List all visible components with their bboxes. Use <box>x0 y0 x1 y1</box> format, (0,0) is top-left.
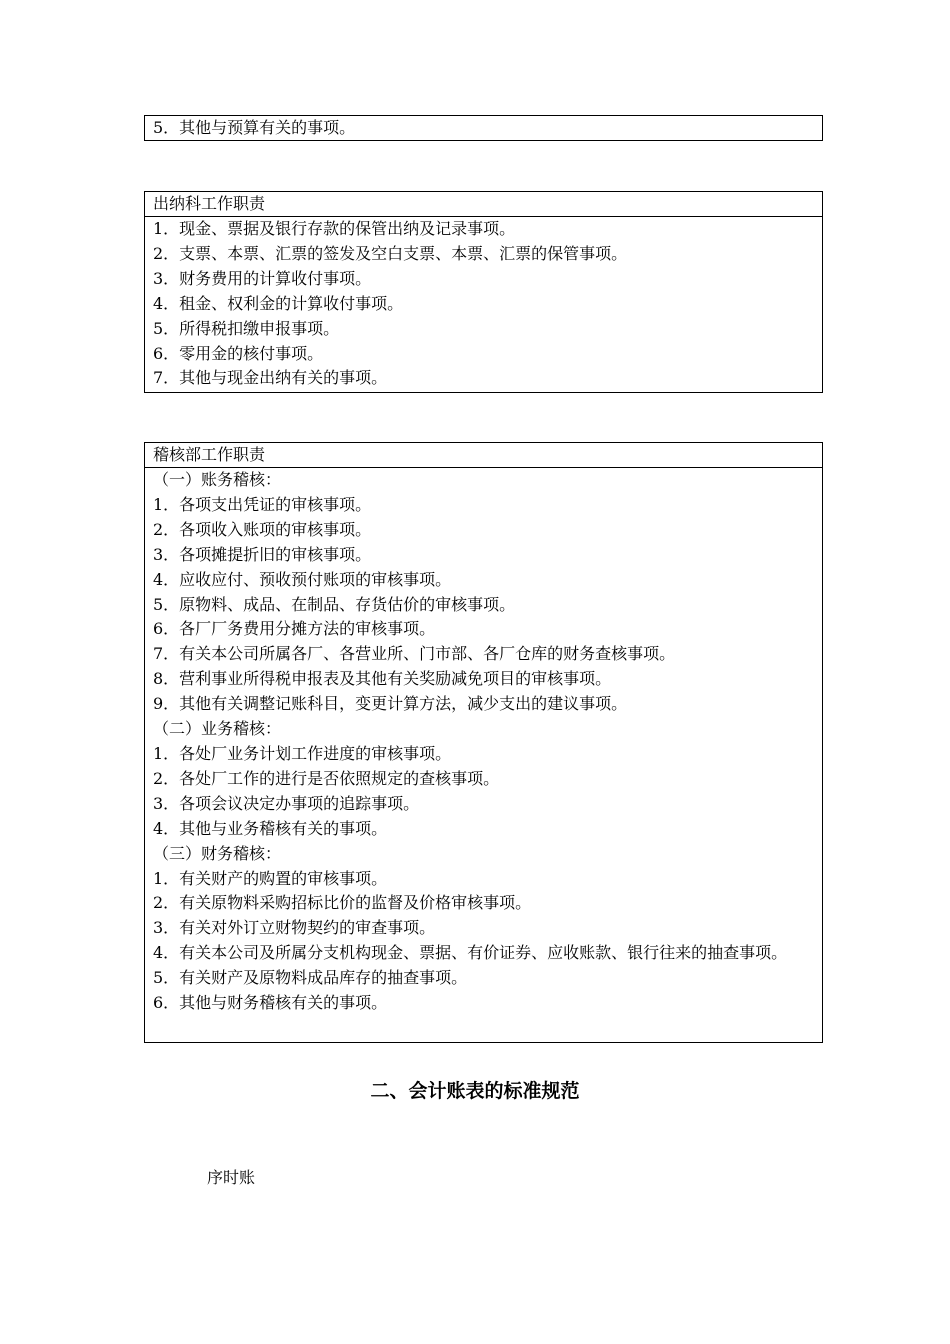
duty-item: 1．各项支出凭证的审核事项。 <box>153 494 372 514</box>
section-heading: 二、会计账表的标准规范 <box>370 1080 580 1102</box>
duty-item: 6．零用金的核付事项。 <box>153 343 324 363</box>
duty-item: 6．其他与财务稽核有关的事项。 <box>153 993 388 1013</box>
cashier-duties-box <box>144 191 823 393</box>
duty-item: 2．各项收入账项的审核事项。 <box>153 519 372 539</box>
audit-duties-box <box>144 442 823 1043</box>
duty-item: 3．各项摊提折旧的审核事项。 <box>153 544 372 564</box>
audit-section-heading: （一）账务稽核： <box>153 470 282 489</box>
subheading: 序时账 <box>207 1168 256 1187</box>
duty-item: 8．营利事业所得税申报表及其他有关奖励减免项目的审核事项。 <box>153 669 612 689</box>
duty-item: 4．有关本公司及所属分支机构现金、票据、有价证券、应收账款、银行往来的抽查事项。 <box>153 943 788 963</box>
duty-item: 4．其他与业务稽核有关的事项。 <box>153 818 388 838</box>
duty-item: 9．其他有关调整记账科目，变更计算方法，减少支出的建议事项。 <box>153 694 628 714</box>
audit-section-heading: （三）财务稽核： <box>153 843 282 863</box>
duty-item: 3．财务费用的计算收付事项。 <box>153 268 372 288</box>
duty-item: 5．有关财产及原物料成品库存的抽查事项。 <box>153 968 468 988</box>
duty-item: 1．现金、票据及银行存款的保管出纳及记录事项。 <box>153 219 516 238</box>
duty-item: 4．应收应付、预收预付账项的审核事项。 <box>153 569 452 589</box>
duty-item: 2．有关原物料采购招标比价的监督及价格审核事项。 <box>153 893 532 913</box>
audit-duties-title: 稽核部工作职责 <box>145 443 822 468</box>
duty-item: 3．各项会议决定办事项的追踪事项。 <box>153 793 420 813</box>
duty-item: 5．其他与预算有关的事项。 <box>153 118 356 137</box>
duty-item: 5．原物料、成品、在制品、存货估价的审核事项。 <box>153 594 516 614</box>
duty-item: 1．有关财产的购置的审核事项。 <box>153 868 388 888</box>
duty-item: 2．支票、本票、汇票的签发及空白支票、本票、汇票的保管事项。 <box>153 243 628 263</box>
duty-item: 2．各处厂工作的进行是否依照规定的查核事项。 <box>153 768 500 788</box>
budget-duties-box <box>144 115 823 141</box>
duty-item: 5．所得税扣缴申报事项。 <box>153 318 340 338</box>
audit-section-heading: （二）业务稽核： <box>153 719 282 739</box>
duty-item: 7．其他与现金出纳有关的事项。 <box>153 368 388 388</box>
duty-item: 4．租金、权利金的计算收付事项。 <box>153 293 404 313</box>
duty-item: 3．有关对外订立财物契约的审查事项。 <box>153 918 436 938</box>
cashier-duties-title: 出纳科工作职责 <box>145 192 822 217</box>
duty-item: 6．各厂厂务费用分摊方法的审核事项。 <box>153 619 436 639</box>
duty-item: 1．各处厂业务计划工作进度的审核事项。 <box>153 743 452 763</box>
duty-item: 7．有关本公司所属各厂、各营业所、门市部、各厂仓库的财务查核事项。 <box>153 644 676 664</box>
